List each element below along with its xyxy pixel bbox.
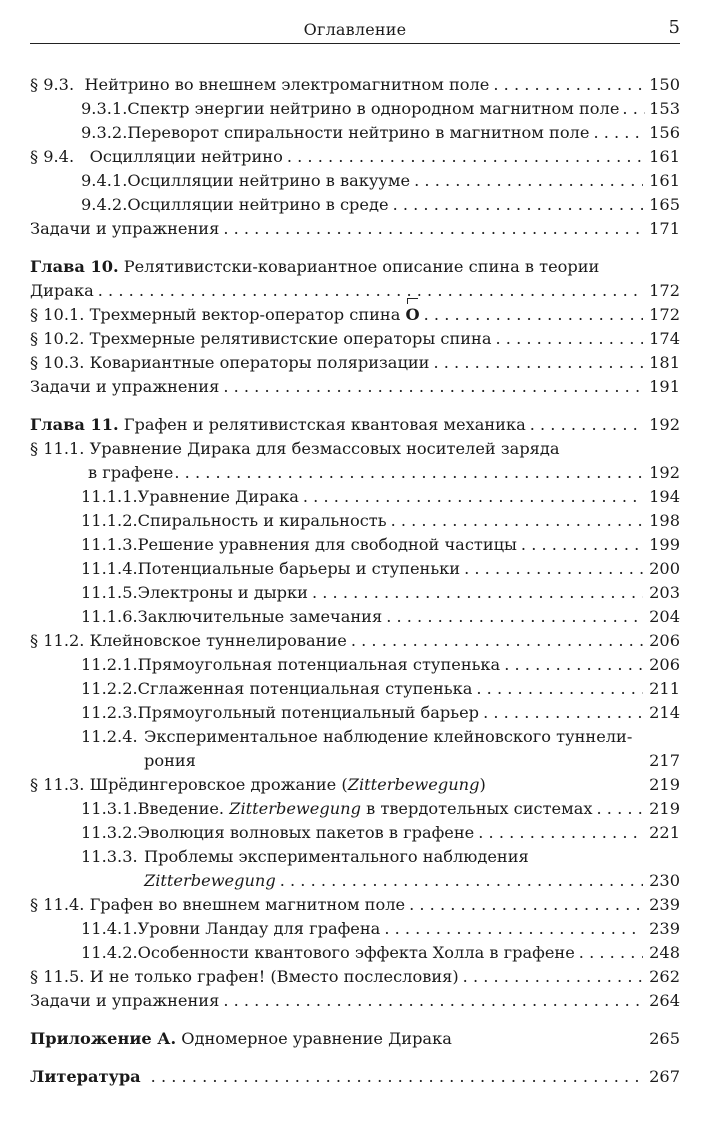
- leader-dots: [493, 73, 643, 97]
- toc-entry: [30, 989, 680, 1013]
- toc-entry-continuation: [30, 749, 680, 773]
- section-number: § 9.4.: [30, 147, 75, 166]
- entry-page: 174: [649, 329, 680, 348]
- subsection-number: 11.3.3.: [81, 847, 138, 866]
- toc-entry: [30, 351, 680, 375]
- entry-title: Релятивистски-ковариантное описание спина в теории: [123, 257, 600, 276]
- leader-dots: [409, 893, 643, 917]
- leader-dots: [478, 821, 643, 845]
- subsection-number: 11.1.5.: [81, 583, 138, 602]
- entry-page: 239: [649, 919, 680, 938]
- leader-dots: [98, 279, 643, 303]
- entry-title: Экспериментальное наблюдение клейновского туннели-: [144, 727, 633, 746]
- entry-title: Уравнение Дирака: [137, 487, 299, 506]
- toc-entry: [30, 169, 680, 193]
- subsection-number: 11.2.4.: [81, 727, 138, 746]
- toc-entry: [30, 327, 680, 351]
- toc-entry: [30, 893, 680, 917]
- section-number: § 11.1.: [30, 439, 85, 458]
- toc-entry: [30, 653, 680, 677]
- entry-page: 172: [649, 281, 680, 300]
- leader-dots: [223, 217, 643, 241]
- entry-page: 265: [649, 1029, 680, 1048]
- entry-title: Заключительные замечания: [137, 607, 383, 626]
- leader-dots: [476, 677, 643, 701]
- entry-title-italic: Zitterbewegung: [347, 775, 480, 794]
- toc-entry: [30, 629, 680, 653]
- header-page-number: 5: [668, 17, 680, 38]
- appendix-entry: [30, 1027, 680, 1051]
- subsection-number: 11.2.3.: [81, 703, 138, 722]
- leader-dots: [414, 169, 643, 193]
- section-number: § 11.5.: [30, 967, 85, 986]
- entry-page: 206: [649, 631, 680, 650]
- entry-title: Одномерное уравнение Дирака: [181, 1029, 452, 1048]
- toc-entry: [30, 485, 680, 509]
- subsection-number: 9.4.2.: [81, 195, 128, 214]
- subsection-number: 11.1.2.: [81, 511, 138, 530]
- entry-page: 194: [649, 487, 680, 506]
- entry-title: Задачи и упражнения: [30, 377, 220, 396]
- entry-title: Уровни Ландау для графена: [137, 919, 381, 938]
- entry-title-italic: Zitterbewegung: [229, 799, 361, 818]
- entry-title: Осцилляции нейтрино в вакууме: [127, 171, 411, 190]
- entry-page: 199: [649, 535, 680, 554]
- toc-entry: [30, 773, 680, 797]
- entry-page: 204: [649, 607, 680, 626]
- entry-page: 153: [649, 99, 680, 118]
- entry-title: Сглаженная потенциальная ступенька: [137, 679, 473, 698]
- leader-dots: [504, 653, 643, 677]
- appendix-label: Приложение А.: [30, 1029, 177, 1048]
- toc-entry: [30, 821, 680, 845]
- toc-entry: [30, 605, 680, 629]
- toc-entry: [30, 145, 680, 169]
- entry-page: 165: [649, 195, 680, 214]
- toc-entry: [30, 73, 680, 97]
- entry-title: Переворот спиральности нейтрино в магнитном поле: [127, 123, 590, 142]
- entry-page: 264: [649, 991, 680, 1010]
- entry-page: 230: [649, 871, 680, 890]
- entry-page: 192: [649, 415, 680, 434]
- toc-entry: [30, 965, 680, 989]
- subsection-number: 11.4.1.: [81, 919, 138, 938]
- section-number: § 10.1.: [30, 305, 85, 324]
- chapter-label: Глава 11.: [30, 415, 119, 434]
- section-number: § 10.2.: [30, 329, 85, 348]
- subsection-number: 11.4.2.: [81, 943, 138, 962]
- running-header: [30, 17, 680, 44]
- subsection-number: 11.1.6.: [81, 607, 138, 626]
- entry-title-continuation: в графене: [88, 463, 174, 482]
- entry-title: Осцилляции нейтрино в среде: [127, 195, 389, 214]
- toc-entry: [30, 725, 680, 749]
- leader-dots: [312, 581, 643, 605]
- subsection-number: 11.3.1.: [81, 799, 138, 818]
- toc-entry: [30, 941, 680, 965]
- leader-dots: [579, 941, 643, 965]
- entry-title: Графен и релятивистская квантовая механика: [123, 415, 526, 434]
- leader-dots: [483, 701, 643, 725]
- leader-dots: [391, 509, 644, 533]
- subsection-number: 11.1.1.: [81, 487, 138, 506]
- subsection-number: 9.3.1.: [81, 99, 128, 118]
- chapter-entry: [30, 413, 680, 437]
- leader-dots: [597, 797, 644, 821]
- entry-page: 267: [649, 1067, 680, 1086]
- entry-page: 191: [649, 377, 680, 396]
- leader-dots: [424, 303, 643, 327]
- leader-dots: [622, 97, 645, 121]
- leader-dots: [303, 485, 643, 509]
- leader-dots: [593, 121, 643, 145]
- leader-dots: [463, 965, 643, 989]
- entry-title: Прямоугольный потенциальный барьер: [137, 703, 480, 722]
- entry-title-continuation: Zitterbewegung: [144, 871, 276, 890]
- entry-title: И не только графен! (Вместо послесловия): [89, 967, 459, 986]
- toc-entry-continuation: [30, 869, 680, 893]
- entry-title: Задачи и упражнения: [30, 991, 220, 1010]
- toc-entry-continuation: [30, 461, 680, 485]
- entry-title-continuation: рония: [144, 751, 196, 770]
- leader-dots: [351, 629, 643, 653]
- entry-page: 219: [649, 775, 680, 794]
- toc-entry: [30, 677, 680, 701]
- entry-page: 248: [649, 943, 680, 962]
- subsection-number: 11.1.3.: [81, 535, 138, 554]
- subsection-number: 11.2.2.: [81, 679, 138, 698]
- entry-title: Трехмерный вектор-оператор спина: [89, 305, 401, 324]
- toc-entry: [30, 557, 680, 581]
- toc-entry: [30, 375, 680, 399]
- leader-dots: [393, 193, 644, 217]
- entry-page: 192: [649, 463, 680, 482]
- leader-dots: [530, 413, 643, 437]
- toc-entry: [30, 193, 680, 217]
- section-number: § 11.3.: [30, 775, 85, 794]
- leader-dots: [287, 145, 643, 169]
- entry-title: Проблемы экспериментального наблюдения: [144, 847, 529, 866]
- header-title: Оглавление: [303, 20, 407, 39]
- entry-page: 203: [649, 583, 680, 602]
- entry-page: 171: [649, 219, 680, 238]
- section-number: § 11.2.: [30, 631, 85, 650]
- chapter-entry-continuation: [30, 279, 680, 303]
- subsection-number: 11.2.1.: [81, 655, 138, 674]
- toc-entry: [30, 121, 680, 145]
- toc-entry: [30, 581, 680, 605]
- subsection-number: 9.4.1.: [81, 171, 128, 190]
- leader-dots: [386, 605, 643, 629]
- entry-page: 181: [649, 353, 680, 372]
- entry-page: 219: [649, 799, 680, 818]
- entry-title: Осцилляции нейтрино: [89, 147, 283, 166]
- entry-title: Шрёдингеровское дрожание (: [89, 775, 348, 794]
- entry-title: Задачи и упражнения: [30, 219, 220, 238]
- entry-title-continuation: Дирака: [30, 281, 94, 300]
- leader-dots: [496, 327, 644, 351]
- entry-page: 150: [649, 75, 680, 94]
- section-number: § 10.3.: [30, 353, 85, 372]
- subsection-number: 9.3.2.: [81, 123, 128, 142]
- leader-dots: [464, 557, 643, 581]
- toc-entry: [30, 917, 680, 941]
- toc-entry: [30, 303, 680, 327]
- entry-title: Трехмерные релятивистские операторы спина: [89, 329, 492, 348]
- bibliography-label: Литература: [30, 1067, 141, 1086]
- leader-dots: [280, 869, 643, 893]
- entry-page: 239: [649, 895, 680, 914]
- section-number: § 11.4.: [30, 895, 85, 914]
- entry-page: 156: [649, 123, 680, 142]
- entry-page: 262: [649, 967, 680, 986]
- entry-title-end: в твердотельных системах: [360, 799, 593, 818]
- entry-title: Уравнение Дирака для безмассовых носителей заряда: [89, 439, 560, 458]
- entry-title: Спиральность и киральность: [137, 511, 387, 530]
- entry-title: Спектр энергии нейтрино в однородном магнитном поле: [127, 99, 620, 118]
- entry-page: 214: [649, 703, 680, 722]
- chapter-label: Глава 10.: [30, 257, 119, 276]
- entry-page: 221: [649, 823, 680, 842]
- entry-page: 211: [649, 679, 680, 698]
- chapter-entry: [30, 255, 680, 279]
- section-number: § 9.3.: [30, 75, 75, 94]
- toc-entry: [30, 797, 680, 821]
- entry-title: Клейновское туннелирование: [89, 631, 347, 650]
- entry-title: Введение.: [137, 799, 230, 818]
- entry-title: Потенциальные барьеры и ступеньки: [137, 559, 461, 578]
- toc-entry: [30, 97, 680, 121]
- leader-dots: [223, 375, 643, 399]
- toc-entry: [30, 437, 680, 461]
- entry-page: 161: [649, 171, 680, 190]
- toc-entry: [30, 845, 680, 869]
- entry-page: 161: [649, 147, 680, 166]
- bibliography-entry: [30, 1065, 680, 1089]
- entry-title: Ковариантные операторы поляризации: [89, 353, 430, 372]
- entry-title: Графен во внешнем магнитном поле: [89, 895, 406, 914]
- toc-entry: [30, 509, 680, 533]
- leader-dots: [384, 917, 643, 941]
- leader-dots: [521, 533, 643, 557]
- entry-title: Эволюция волновых пакетов в графене: [137, 823, 475, 842]
- entry-title: Нейтрино во внешнем электромагнитном поле: [84, 75, 490, 94]
- toc-entry: [30, 217, 680, 241]
- entry-page: 200: [649, 559, 680, 578]
- subsection-number: 11.1.4.: [81, 559, 138, 578]
- entry-page: 172: [649, 305, 680, 324]
- entry-title: Решение уравнения для свободной частицы: [137, 535, 517, 554]
- entry-title: Прямоугольная потенциальная ступенька: [137, 655, 501, 674]
- leader-dots: [151, 1065, 643, 1089]
- entry-title-end: ): [479, 775, 486, 794]
- toc-entry: [30, 533, 680, 557]
- table-of-contents: [30, 73, 680, 1089]
- toc-entry: [30, 701, 680, 725]
- leader-dots: [223, 989, 643, 1013]
- entry-title: Электроны и дырки: [137, 583, 308, 602]
- entry-page: 198: [649, 511, 680, 530]
- entry-page: 217: [649, 751, 680, 770]
- entry-page: 206: [649, 655, 680, 674]
- operator-symbol: O: [406, 303, 420, 327]
- subsection-number: 11.3.2.: [81, 823, 138, 842]
- leader-dots: [433, 351, 643, 375]
- entry-title: Особенности квантового эффекта Холла в графене: [137, 943, 575, 962]
- leader-dots: [174, 461, 643, 485]
